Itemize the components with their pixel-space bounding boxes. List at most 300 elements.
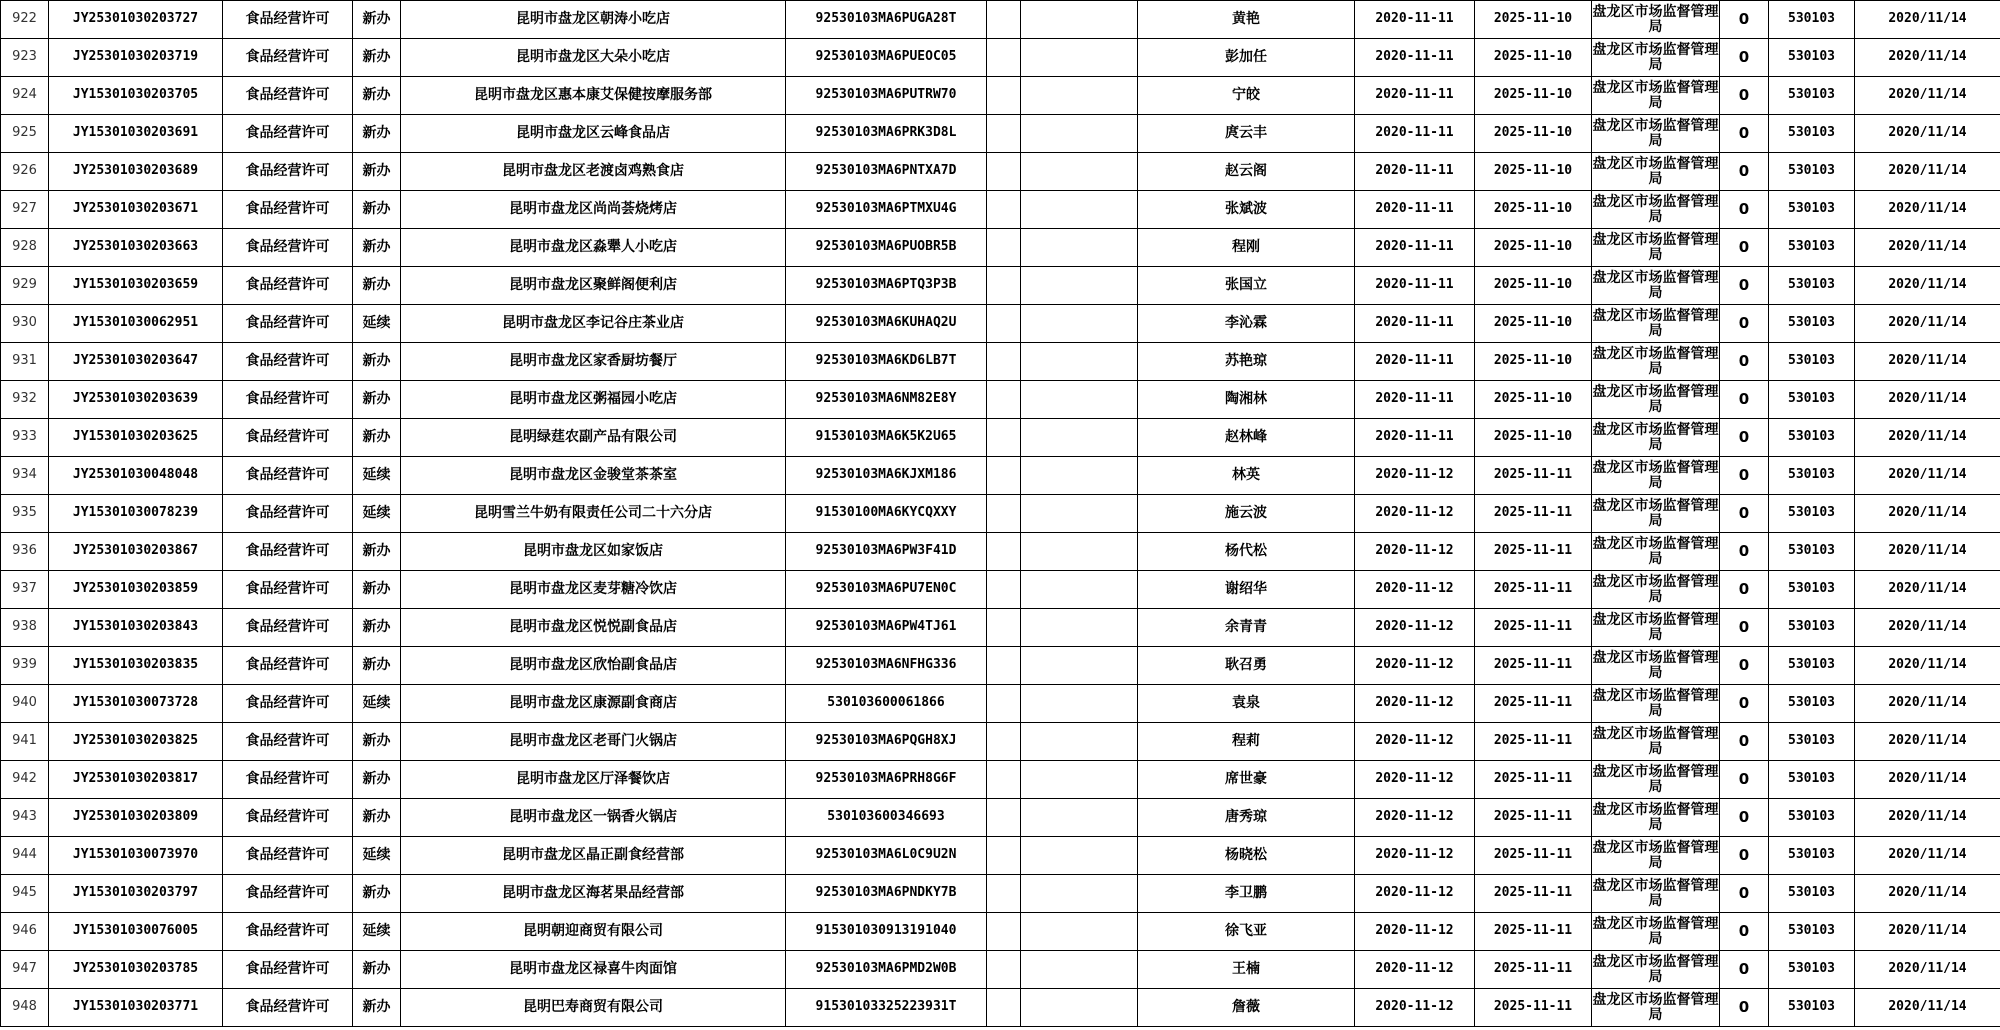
business-name-cell[interactable]: 昆明市盘龙区云峰食品店 [401, 115, 786, 153]
credit-code-cell[interactable]: 92530103MA6L0C9U2N [786, 837, 987, 875]
credit-code-cell[interactable]: 92530103MA6PUEOC05 [786, 39, 987, 77]
publish-date-cell[interactable]: 2020/11/14 [1855, 495, 2000, 533]
legal-person-cell[interactable]: 唐秀琼 [1138, 799, 1355, 837]
empty-cell[interactable] [1021, 989, 1138, 1027]
empty-cell[interactable] [1021, 799, 1138, 837]
status-flag-cell[interactable]: 0 [1720, 229, 1769, 267]
row-number-cell[interactable]: 923 [1, 39, 49, 77]
valid-from-cell[interactable]: 2020-11-12 [1355, 495, 1475, 533]
valid-to-cell[interactable]: 2025-11-10 [1475, 77, 1592, 115]
empty-cell[interactable] [987, 343, 1021, 381]
license-type-cell[interactable]: 食品经营许可 [223, 609, 353, 647]
issuing-agency-cell[interactable]: 盘龙区市场监督管理局 [1592, 115, 1720, 153]
empty-cell[interactable] [987, 685, 1021, 723]
row-number-cell[interactable]: 926 [1, 153, 49, 191]
license-number-cell[interactable]: JY25301030203639 [49, 381, 223, 419]
empty-cell[interactable] [987, 533, 1021, 571]
valid-to-cell[interactable]: 2025-11-11 [1475, 875, 1592, 913]
business-name-cell[interactable]: 昆明市盘龙区麦芽糖冷饮店 [401, 571, 786, 609]
license-type-cell[interactable]: 食品经营许可 [223, 305, 353, 343]
valid-from-cell[interactable]: 2020-11-12 [1355, 533, 1475, 571]
license-number-cell[interactable]: JY25301030203859 [49, 571, 223, 609]
action-cell[interactable]: 新办 [353, 647, 401, 685]
publish-date-cell[interactable]: 2020/11/14 [1855, 723, 2000, 761]
valid-to-cell[interactable]: 2025-11-11 [1475, 989, 1592, 1027]
valid-to-cell[interactable]: 2025-11-10 [1475, 39, 1592, 77]
business-name-cell[interactable]: 昆明市盘龙区晶正副食经营部 [401, 837, 786, 875]
area-code-cell[interactable]: 530103 [1769, 571, 1855, 609]
empty-cell[interactable] [1021, 609, 1138, 647]
row-number-cell[interactable]: 935 [1, 495, 49, 533]
license-number-cell[interactable]: JY25301030203689 [49, 153, 223, 191]
valid-from-cell[interactable]: 2020-11-12 [1355, 761, 1475, 799]
status-flag-cell[interactable]: 0 [1720, 685, 1769, 723]
credit-code-cell[interactable]: 92530103MA6KD6LB7T [786, 343, 987, 381]
row-number-cell[interactable]: 948 [1, 989, 49, 1027]
legal-person-cell[interactable]: 林英 [1138, 457, 1355, 495]
license-type-cell[interactable]: 食品经营许可 [223, 989, 353, 1027]
credit-code-cell[interactable]: 530103600346693 [786, 799, 987, 837]
valid-from-cell[interactable]: 2020-11-11 [1355, 229, 1475, 267]
valid-to-cell[interactable]: 2025-11-11 [1475, 647, 1592, 685]
status-flag-cell[interactable]: 0 [1720, 77, 1769, 115]
action-cell[interactable]: 新办 [353, 191, 401, 229]
business-name-cell[interactable]: 昆明市盘龙区康源副食商店 [401, 685, 786, 723]
area-code-cell[interactable]: 530103 [1769, 495, 1855, 533]
publish-date-cell[interactable]: 2020/11/14 [1855, 571, 2000, 609]
business-name-cell[interactable]: 昆明市盘龙区惠本康艾保健按摩服务部 [401, 77, 786, 115]
license-type-cell[interactable]: 食品经营许可 [223, 419, 353, 457]
row-number-cell[interactable]: 933 [1, 419, 49, 457]
license-number-cell[interactable]: JY15301030203691 [49, 115, 223, 153]
license-number-cell[interactable]: JY15301030203659 [49, 267, 223, 305]
empty-cell[interactable] [1021, 495, 1138, 533]
issuing-agency-cell[interactable]: 盘龙区市场监督管理局 [1592, 381, 1720, 419]
business-name-cell[interactable]: 昆明市盘龙区尚尚荟烧烤店 [401, 191, 786, 229]
business-name-cell[interactable]: 昆明市盘龙区海茗果品经营部 [401, 875, 786, 913]
valid-from-cell[interactable]: 2020-11-12 [1355, 571, 1475, 609]
row-number-cell[interactable]: 925 [1, 115, 49, 153]
legal-person-cell[interactable]: 詹薇 [1138, 989, 1355, 1027]
action-cell[interactable]: 延续 [353, 685, 401, 723]
valid-from-cell[interactable]: 2020-11-12 [1355, 913, 1475, 951]
empty-cell[interactable] [1021, 875, 1138, 913]
valid-from-cell[interactable]: 2020-11-12 [1355, 723, 1475, 761]
business-name-cell[interactable]: 昆明市盘龙区家香厨坊餐厅 [401, 343, 786, 381]
empty-cell[interactable] [1021, 457, 1138, 495]
publish-date-cell[interactable]: 2020/11/14 [1855, 267, 2000, 305]
legal-person-cell[interactable]: 杨晓松 [1138, 837, 1355, 875]
business-name-cell[interactable]: 昆明市盘龙区金骏堂茶茶室 [401, 457, 786, 495]
empty-cell[interactable] [987, 799, 1021, 837]
legal-person-cell[interactable]: 黄艳 [1138, 1, 1355, 39]
credit-code-cell[interactable]: 92530103MA6KJXM186 [786, 457, 987, 495]
license-type-cell[interactable]: 食品经营许可 [223, 723, 353, 761]
row-number-cell[interactable]: 931 [1, 343, 49, 381]
action-cell[interactable]: 新办 [353, 77, 401, 115]
business-name-cell[interactable]: 昆明朝迎商贸有限公司 [401, 913, 786, 951]
valid-from-cell[interactable]: 2020-11-12 [1355, 875, 1475, 913]
publish-date-cell[interactable]: 2020/11/14 [1855, 875, 2000, 913]
publish-date-cell[interactable]: 2020/11/14 [1855, 39, 2000, 77]
license-type-cell[interactable]: 食品经营许可 [223, 115, 353, 153]
valid-to-cell[interactable]: 2025-11-10 [1475, 419, 1592, 457]
business-name-cell[interactable]: 昆明市盘龙区淼犟人小吃店 [401, 229, 786, 267]
area-code-cell[interactable]: 530103 [1769, 305, 1855, 343]
credit-code-cell[interactable]: 92530103MA6PNDKY7B [786, 875, 987, 913]
business-name-cell[interactable]: 昆明市盘龙区老渡卤鸡熟食店 [401, 153, 786, 191]
area-code-cell[interactable]: 530103 [1769, 343, 1855, 381]
valid-from-cell[interactable]: 2020-11-11 [1355, 381, 1475, 419]
valid-to-cell[interactable]: 2025-11-11 [1475, 685, 1592, 723]
legal-person-cell[interactable]: 徐飞亚 [1138, 913, 1355, 951]
empty-cell[interactable] [1021, 1, 1138, 39]
valid-to-cell[interactable]: 2025-11-10 [1475, 191, 1592, 229]
status-flag-cell[interactable]: 0 [1720, 1, 1769, 39]
issuing-agency-cell[interactable]: 盘龙区市场监督管理局 [1592, 571, 1720, 609]
action-cell[interactable]: 新办 [353, 1, 401, 39]
area-code-cell[interactable]: 530103 [1769, 77, 1855, 115]
status-flag-cell[interactable]: 0 [1720, 837, 1769, 875]
credit-code-cell[interactable]: 92530103MA6PU7EN0C [786, 571, 987, 609]
valid-from-cell[interactable]: 2020-11-11 [1355, 419, 1475, 457]
area-code-cell[interactable]: 530103 [1769, 191, 1855, 229]
credit-code-cell[interactable]: 91530103MA6K5K2U65 [786, 419, 987, 457]
empty-cell[interactable] [987, 837, 1021, 875]
row-number-cell[interactable]: 945 [1, 875, 49, 913]
valid-from-cell[interactable]: 2020-11-11 [1355, 191, 1475, 229]
action-cell[interactable]: 新办 [353, 115, 401, 153]
license-number-cell[interactable]: JY25301030203647 [49, 343, 223, 381]
credit-code-cell[interactable]: 92530103MA6PNTXA7D [786, 153, 987, 191]
license-type-cell[interactable]: 食品经营许可 [223, 951, 353, 989]
row-number-cell[interactable]: 946 [1, 913, 49, 951]
license-type-cell[interactable]: 食品经营许可 [223, 381, 353, 419]
license-type-cell[interactable]: 食品经营许可 [223, 533, 353, 571]
legal-person-cell[interactable]: 程刚 [1138, 229, 1355, 267]
empty-cell[interactable] [987, 1, 1021, 39]
valid-to-cell[interactable]: 2025-11-11 [1475, 533, 1592, 571]
issuing-agency-cell[interactable]: 盘龙区市场监督管理局 [1592, 989, 1720, 1027]
valid-from-cell[interactable]: 2020-11-11 [1355, 267, 1475, 305]
status-flag-cell[interactable]: 0 [1720, 153, 1769, 191]
area-code-cell[interactable]: 530103 [1769, 647, 1855, 685]
status-flag-cell[interactable]: 0 [1720, 913, 1769, 951]
valid-to-cell[interactable]: 2025-11-11 [1475, 913, 1592, 951]
license-type-cell[interactable]: 食品经营许可 [223, 191, 353, 229]
business-name-cell[interactable]: 昆明雪兰牛奶有限责任公司二十六分店 [401, 495, 786, 533]
action-cell[interactable]: 新办 [353, 875, 401, 913]
credit-code-cell[interactable]: 92530103MA6PRH8G6F [786, 761, 987, 799]
area-code-cell[interactable]: 530103 [1769, 913, 1855, 951]
valid-from-cell[interactable]: 2020-11-12 [1355, 609, 1475, 647]
area-code-cell[interactable]: 530103 [1769, 685, 1855, 723]
status-flag-cell[interactable]: 0 [1720, 115, 1769, 153]
business-name-cell[interactable]: 昆明市盘龙区欣怡副食品店 [401, 647, 786, 685]
business-name-cell[interactable]: 昆明市盘龙区禄喜牛肉面馆 [401, 951, 786, 989]
license-type-cell[interactable]: 食品经营许可 [223, 77, 353, 115]
license-type-cell[interactable]: 食品经营许可 [223, 913, 353, 951]
issuing-agency-cell[interactable]: 盘龙区市场监督管理局 [1592, 685, 1720, 723]
legal-person-cell[interactable]: 程莉 [1138, 723, 1355, 761]
business-name-cell[interactable]: 昆明巴寿商贸有限公司 [401, 989, 786, 1027]
action-cell[interactable]: 新办 [353, 571, 401, 609]
status-flag-cell[interactable]: 0 [1720, 191, 1769, 229]
action-cell[interactable]: 新办 [353, 799, 401, 837]
credit-code-cell[interactable]: 915301030913191040 [786, 913, 987, 951]
publish-date-cell[interactable]: 2020/11/14 [1855, 153, 2000, 191]
action-cell[interactable]: 新办 [353, 419, 401, 457]
license-number-cell[interactable]: JY15301030203797 [49, 875, 223, 913]
status-flag-cell[interactable]: 0 [1720, 381, 1769, 419]
action-cell[interactable]: 新办 [353, 39, 401, 77]
row-number-cell[interactable]: 934 [1, 457, 49, 495]
row-number-cell[interactable]: 942 [1, 761, 49, 799]
publish-date-cell[interactable]: 2020/11/14 [1855, 837, 2000, 875]
row-number-cell[interactable]: 938 [1, 609, 49, 647]
empty-cell[interactable] [1021, 267, 1138, 305]
license-number-cell[interactable]: JY15301030203843 [49, 609, 223, 647]
credit-code-cell[interactable]: 92530103MA6PUTRW70 [786, 77, 987, 115]
issuing-agency-cell[interactable]: 盘龙区市场监督管理局 [1592, 419, 1720, 457]
valid-to-cell[interactable]: 2025-11-11 [1475, 609, 1592, 647]
status-flag-cell[interactable]: 0 [1720, 495, 1769, 533]
license-number-cell[interactable]: JY15301030073728 [49, 685, 223, 723]
action-cell[interactable]: 延续 [353, 495, 401, 533]
business-name-cell[interactable]: 昆明市盘龙区厅泽餐饮店 [401, 761, 786, 799]
license-number-cell[interactable]: JY25301030203785 [49, 951, 223, 989]
row-number-cell[interactable]: 937 [1, 571, 49, 609]
valid-from-cell[interactable]: 2020-11-11 [1355, 77, 1475, 115]
empty-cell[interactable] [1021, 191, 1138, 229]
status-flag-cell[interactable]: 0 [1720, 533, 1769, 571]
status-flag-cell[interactable]: 0 [1720, 305, 1769, 343]
license-number-cell[interactable]: JY15301030073970 [49, 837, 223, 875]
area-code-cell[interactable]: 530103 [1769, 381, 1855, 419]
issuing-agency-cell[interactable]: 盘龙区市场监督管理局 [1592, 837, 1720, 875]
empty-cell[interactable] [1021, 913, 1138, 951]
issuing-agency-cell[interactable]: 盘龙区市场监督管理局 [1592, 951, 1720, 989]
license-number-cell[interactable]: JY15301030062951 [49, 305, 223, 343]
valid-to-cell[interactable]: 2025-11-10 [1475, 229, 1592, 267]
valid-to-cell[interactable]: 2025-11-10 [1475, 305, 1592, 343]
legal-person-cell[interactable]: 彭加任 [1138, 39, 1355, 77]
license-type-cell[interactable]: 食品经营许可 [223, 343, 353, 381]
row-number-cell[interactable]: 936 [1, 533, 49, 571]
license-type-cell[interactable]: 食品经营许可 [223, 647, 353, 685]
publish-date-cell[interactable]: 2020/11/14 [1855, 77, 2000, 115]
empty-cell[interactable] [987, 305, 1021, 343]
business-name-cell[interactable]: 昆明市盘龙区朝涛小吃店 [401, 1, 786, 39]
row-number-cell[interactable]: 929 [1, 267, 49, 305]
area-code-cell[interactable]: 530103 [1769, 723, 1855, 761]
publish-date-cell[interactable]: 2020/11/14 [1855, 951, 2000, 989]
empty-cell[interactable] [1021, 647, 1138, 685]
status-flag-cell[interactable]: 0 [1720, 761, 1769, 799]
license-number-cell[interactable]: JY15301030078239 [49, 495, 223, 533]
license-type-cell[interactable]: 食品经营许可 [223, 837, 353, 875]
publish-date-cell[interactable]: 2020/11/14 [1855, 799, 2000, 837]
valid-to-cell[interactable]: 2025-11-10 [1475, 153, 1592, 191]
publish-date-cell[interactable]: 2020/11/14 [1855, 609, 2000, 647]
publish-date-cell[interactable]: 2020/11/14 [1855, 305, 2000, 343]
publish-date-cell[interactable]: 2020/11/14 [1855, 913, 2000, 951]
issuing-agency-cell[interactable]: 盘龙区市场监督管理局 [1592, 191, 1720, 229]
action-cell[interactable]: 新办 [353, 989, 401, 1027]
license-number-cell[interactable]: JY25301030203671 [49, 191, 223, 229]
issuing-agency-cell[interactable]: 盘龙区市场监督管理局 [1592, 229, 1720, 267]
business-name-cell[interactable]: 昆明市盘龙区一锅香火锅店 [401, 799, 786, 837]
empty-cell[interactable] [987, 381, 1021, 419]
empty-cell[interactable] [1021, 837, 1138, 875]
legal-person-cell[interactable]: 席世豪 [1138, 761, 1355, 799]
valid-from-cell[interactable]: 2020-11-12 [1355, 799, 1475, 837]
status-flag-cell[interactable]: 0 [1720, 343, 1769, 381]
credit-code-cell[interactable]: 92530103MA6PTQ3P3B [786, 267, 987, 305]
license-number-cell[interactable]: JY25301030203825 [49, 723, 223, 761]
issuing-agency-cell[interactable]: 盘龙区市场监督管理局 [1592, 799, 1720, 837]
row-number-cell[interactable]: 924 [1, 77, 49, 115]
license-type-cell[interactable]: 食品经营许可 [223, 495, 353, 533]
empty-cell[interactable] [1021, 533, 1138, 571]
valid-to-cell[interactable]: 2025-11-10 [1475, 343, 1592, 381]
credit-code-cell[interactable]: 91530100MA6KYCQXXY [786, 495, 987, 533]
publish-date-cell[interactable]: 2020/11/14 [1855, 381, 2000, 419]
empty-cell[interactable] [987, 989, 1021, 1027]
status-flag-cell[interactable]: 0 [1720, 875, 1769, 913]
license-number-cell[interactable]: JY25301030048048 [49, 457, 223, 495]
row-number-cell[interactable]: 928 [1, 229, 49, 267]
publish-date-cell[interactable]: 2020/11/14 [1855, 685, 2000, 723]
status-flag-cell[interactable]: 0 [1720, 647, 1769, 685]
action-cell[interactable]: 新办 [353, 609, 401, 647]
publish-date-cell[interactable]: 2020/11/14 [1855, 229, 2000, 267]
license-type-cell[interactable]: 食品经营许可 [223, 685, 353, 723]
empty-cell[interactable] [1021, 381, 1138, 419]
empty-cell[interactable] [987, 153, 1021, 191]
status-flag-cell[interactable]: 0 [1720, 723, 1769, 761]
empty-cell[interactable] [1021, 153, 1138, 191]
credit-code-cell[interactable]: 92530103MA6PMD2W0B [786, 951, 987, 989]
license-number-cell[interactable]: JY15301030203625 [49, 419, 223, 457]
license-type-cell[interactable]: 食品经营许可 [223, 799, 353, 837]
empty-cell[interactable] [987, 39, 1021, 77]
license-number-cell[interactable]: JY25301030203867 [49, 533, 223, 571]
license-number-cell[interactable]: JY15301030203771 [49, 989, 223, 1027]
valid-to-cell[interactable]: 2025-11-11 [1475, 799, 1592, 837]
empty-cell[interactable] [1021, 571, 1138, 609]
action-cell[interactable]: 延续 [353, 457, 401, 495]
license-number-cell[interactable]: JY25301030203817 [49, 761, 223, 799]
area-code-cell[interactable]: 530103 [1769, 39, 1855, 77]
publish-date-cell[interactable]: 2020/11/14 [1855, 647, 2000, 685]
empty-cell[interactable] [1021, 39, 1138, 77]
publish-date-cell[interactable]: 2020/11/14 [1855, 343, 2000, 381]
empty-cell[interactable] [1021, 951, 1138, 989]
valid-from-cell[interactable]: 2020-11-11 [1355, 153, 1475, 191]
credit-code-cell[interactable]: 92530103MA6PUOBR5B [786, 229, 987, 267]
license-type-cell[interactable]: 食品经营许可 [223, 1, 353, 39]
license-number-cell[interactable]: JY25301030203719 [49, 39, 223, 77]
row-number-cell[interactable]: 947 [1, 951, 49, 989]
empty-cell[interactable] [987, 571, 1021, 609]
empty-cell[interactable] [1021, 115, 1138, 153]
row-number-cell[interactable]: 944 [1, 837, 49, 875]
business-name-cell[interactable]: 昆明市盘龙区悦悦副食品店 [401, 609, 786, 647]
row-number-cell[interactable]: 922 [1, 1, 49, 39]
row-number-cell[interactable]: 941 [1, 723, 49, 761]
status-flag-cell[interactable]: 0 [1720, 951, 1769, 989]
issuing-agency-cell[interactable]: 盘龙区市场监督管理局 [1592, 533, 1720, 571]
valid-to-cell[interactable]: 2025-11-10 [1475, 115, 1592, 153]
area-code-cell[interactable]: 530103 [1769, 457, 1855, 495]
license-type-cell[interactable]: 食品经营许可 [223, 761, 353, 799]
area-code-cell[interactable]: 530103 [1769, 229, 1855, 267]
status-flag-cell[interactable]: 0 [1720, 609, 1769, 647]
row-number-cell[interactable]: 939 [1, 647, 49, 685]
row-number-cell[interactable]: 932 [1, 381, 49, 419]
legal-person-cell[interactable]: 谢绍华 [1138, 571, 1355, 609]
valid-from-cell[interactable]: 2020-11-12 [1355, 989, 1475, 1027]
credit-code-cell[interactable]: 92530103MA6KUHAQ2U [786, 305, 987, 343]
legal-person-cell[interactable]: 王楠 [1138, 951, 1355, 989]
action-cell[interactable]: 延续 [353, 913, 401, 951]
legal-person-cell[interactable]: 陶湘林 [1138, 381, 1355, 419]
credit-code-cell[interactable]: 92530103MA6PUGA28T [786, 1, 987, 39]
action-cell[interactable]: 新办 [353, 343, 401, 381]
status-flag-cell[interactable]: 0 [1720, 989, 1769, 1027]
license-number-cell[interactable]: JY15301030203705 [49, 77, 223, 115]
action-cell[interactable]: 新办 [353, 951, 401, 989]
issuing-agency-cell[interactable]: 盘龙区市场监督管理局 [1592, 153, 1720, 191]
issuing-agency-cell[interactable]: 盘龙区市场监督管理局 [1592, 723, 1720, 761]
credit-code-cell[interactable]: 91530103325223931T [786, 989, 987, 1027]
status-flag-cell[interactable]: 0 [1720, 267, 1769, 305]
legal-person-cell[interactable]: 杨代松 [1138, 533, 1355, 571]
issuing-agency-cell[interactable]: 盘龙区市场监督管理局 [1592, 77, 1720, 115]
legal-person-cell[interactable]: 宁皎 [1138, 77, 1355, 115]
license-type-cell[interactable]: 食品经营许可 [223, 153, 353, 191]
valid-from-cell[interactable]: 2020-11-12 [1355, 685, 1475, 723]
action-cell[interactable]: 新办 [353, 533, 401, 571]
valid-to-cell[interactable]: 2025-11-10 [1475, 381, 1592, 419]
action-cell[interactable]: 延续 [353, 305, 401, 343]
action-cell[interactable]: 新办 [353, 761, 401, 799]
row-number-cell[interactable]: 943 [1, 799, 49, 837]
empty-cell[interactable] [1021, 419, 1138, 457]
valid-to-cell[interactable]: 2025-11-11 [1475, 723, 1592, 761]
legal-person-cell[interactable]: 庹云丰 [1138, 115, 1355, 153]
valid-to-cell[interactable]: 2025-11-11 [1475, 495, 1592, 533]
valid-from-cell[interactable]: 2020-11-12 [1355, 951, 1475, 989]
status-flag-cell[interactable]: 0 [1720, 457, 1769, 495]
valid-to-cell[interactable]: 2025-11-11 [1475, 761, 1592, 799]
empty-cell[interactable] [987, 647, 1021, 685]
row-number-cell[interactable]: 927 [1, 191, 49, 229]
issuing-agency-cell[interactable]: 盘龙区市场监督管理局 [1592, 305, 1720, 343]
valid-to-cell[interactable]: 2025-11-10 [1475, 267, 1592, 305]
legal-person-cell[interactable]: 耿召勇 [1138, 647, 1355, 685]
empty-cell[interactable] [987, 913, 1021, 951]
area-code-cell[interactable]: 530103 [1769, 989, 1855, 1027]
credit-code-cell[interactable]: 92530103MA6PQGH8XJ [786, 723, 987, 761]
area-code-cell[interactable]: 530103 [1769, 761, 1855, 799]
license-type-cell[interactable]: 食品经营许可 [223, 571, 353, 609]
issuing-agency-cell[interactable]: 盘龙区市场监督管理局 [1592, 647, 1720, 685]
area-code-cell[interactable]: 530103 [1769, 419, 1855, 457]
valid-from-cell[interactable]: 2020-11-12 [1355, 457, 1475, 495]
license-number-cell[interactable]: JY25301030203663 [49, 229, 223, 267]
